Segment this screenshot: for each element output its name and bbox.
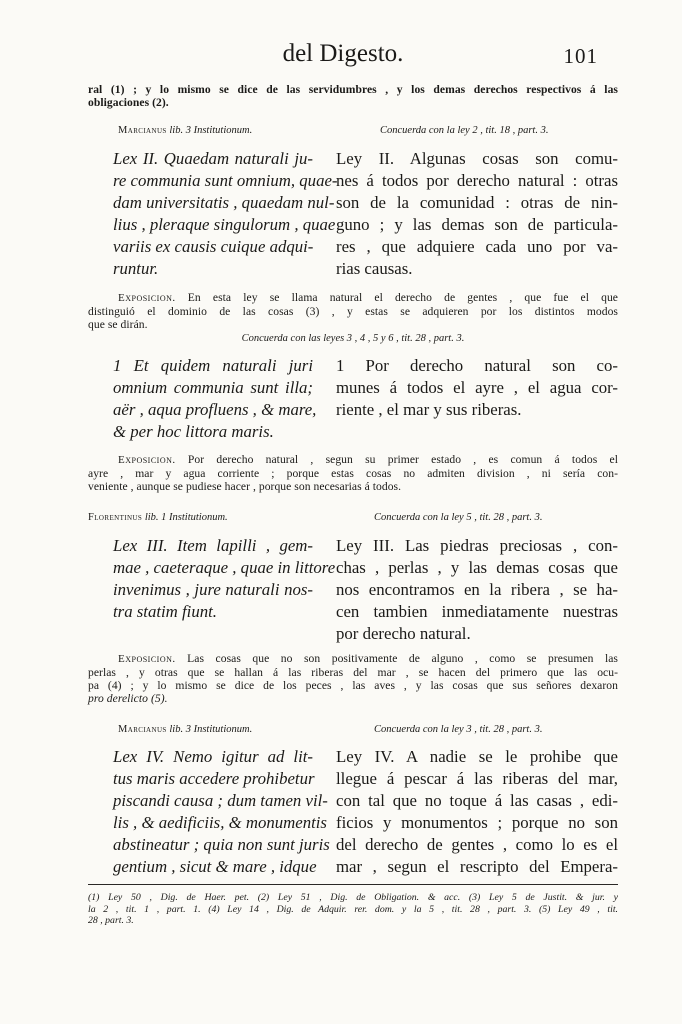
exposicion-paragraph [88, 453, 618, 493]
running-title: del Digesto. [282, 40, 404, 67]
latin-text-paragraph-1 [113, 355, 317, 443]
spanish-line: llegue á pescar á las riberas del mar, [336, 769, 618, 788]
concordance-citation: Concuerda con la ley 3 , tit. 28 , part. 3. [374, 724, 543, 735]
latin-line: omnium communia sunt illa; [113, 378, 313, 397]
intro-line: ral (1) ; y lo mismo se dice de las servidumbres , y los demas derechos respectivos á las [88, 83, 618, 96]
exposicion-line: En esta ley se llama natural el derecho de gentes , que fue el que [187, 291, 618, 304]
spanish-line: nes á todos por derecho natural : otras [336, 171, 618, 190]
citation-author: Marcianus lib. 3 Institutionum. [118, 724, 253, 735]
spanish-line: Ley II. Algunas cosas son comu- [336, 149, 618, 168]
exposicion-line: que se dirán. [88, 318, 148, 331]
spanish-line: riente , el mar y sus riberas. [336, 400, 522, 419]
exposicion-line: pro derelicto (5). [88, 692, 168, 705]
intro-line: obligaciones (2). [88, 96, 169, 109]
latin-line: tus maris accedere prohibetur [113, 769, 315, 788]
exposicion-label: Exposicion. [118, 292, 176, 304]
footnote-line: (1) Ley 50 , Dig. de Haer. pet. (2) Ley 51 , Dig. de Obligation. & acc. (3) Ley 5 de Justit. & jur. y [88, 892, 618, 903]
spanish-line: nos encontramos en la ribera , se ha- [336, 580, 618, 599]
latin-text-lex-4 [113, 746, 330, 878]
intro-paragraph [88, 83, 618, 109]
page-number: 101 [563, 44, 598, 68]
exposicion-paragraph [88, 652, 618, 705]
citation-row [88, 724, 618, 738]
spanish-line: ficios y monumentos ; porque no son [336, 813, 618, 832]
spanish-line: del derecho de gentes , como lo es el [336, 835, 618, 854]
citation-author: Florentinus lib. 1 Institutionum. [88, 512, 228, 523]
exposicion-paragraph [88, 291, 618, 331]
latin-line: tra statim fiunt. [113, 602, 217, 621]
spanish-line: rias causas. [336, 259, 413, 278]
exposicion-line: distinguió el dominio de las cosas (3) , y estas se adquieren por los distintos modos [88, 305, 618, 318]
latin-line: lis , & aedificiis, & monumentis [113, 813, 327, 832]
footnote-divider [88, 884, 618, 885]
spanish-line: res , que adquiere cada uno por va- [336, 237, 618, 256]
latin-line: re communia sunt omnium, quae- [113, 171, 338, 190]
latin-line: Lex II. Quaedam naturali ju- [113, 149, 313, 168]
spanish-line: munes á todos el ayre , el agua cor- [336, 378, 618, 397]
citation-row [88, 125, 618, 139]
exposicion-line: pa (4) ; y lo mismo se dice de los peces , las aves , y las cosas que sus señores dexaron [88, 679, 618, 692]
spanish-text-paragraph-1 [336, 355, 618, 421]
citation-row [88, 512, 618, 526]
concordance-citation: Concuerda con las leyes 3 , 4 , 5 y 6 , tit. 28 , part. 3. [241, 333, 465, 344]
citation-author: Marcianus lib. 3 Institutionum. [118, 125, 253, 136]
latin-line: mae , caeteraque , quae in littore [113, 558, 336, 577]
spanish-line: chas , perlas , y las demas cosas que [336, 558, 618, 577]
latin-line: Lex IV. Nemo igitur ad lit- [113, 747, 313, 766]
latin-line: abstineatur ; quia non sunt juris [113, 835, 330, 854]
latin-line: runtur. [113, 259, 159, 278]
exposicion-line: perlas , y otras que se hallan á las riberas del mar , se hacen del primero que las ocu- [88, 666, 618, 679]
footnote-line: 28 , part. 3. [88, 915, 134, 926]
latin-line: Lex III. Item lapilli , gem- [113, 536, 313, 555]
spanish-line: cen tambien inmediatamente nuestras [336, 602, 618, 621]
spanish-text-ley-3 [336, 535, 618, 645]
latin-line: piscandi causa ; dum tamen vil- [113, 791, 328, 810]
footnote-line: la 2 , tit. 1 , part. 1. (4) Ley 14 , Dig. de Adquir. rer. dom. y la 5 , tit. 28 , part. 3. (5) Ley 49 , tit. [88, 903, 618, 915]
latin-text-lex-3 [113, 535, 336, 623]
exposicion-line: ayre , mar y agua corriente ; porque estas cosas no admiten division , ni sería con- [88, 467, 618, 480]
exposicion-line: Las cosas que no son positivamente de alguno , como se presumen las [187, 652, 618, 665]
spanish-text-ley-2 [336, 148, 618, 280]
latin-line: invenimus , jure naturali nos- [113, 580, 313, 599]
page-header [88, 40, 598, 80]
spanish-line: 1 Por derecho natural son co- [336, 356, 618, 375]
latin-line: dam universitatis , quaedam nul- [113, 193, 335, 212]
latin-line: lius , pleraque singulorum , quae [113, 215, 336, 234]
latin-line: gentium , sicut & mare , idque [113, 857, 317, 876]
spanish-line: Ley IV. A nadie se le prohibe que [336, 747, 618, 766]
latin-line: variis ex causis cuique adqui- [113, 237, 314, 256]
spanish-line: por derecho natural. [336, 624, 471, 643]
spanish-text-ley-4 [336, 746, 618, 878]
spanish-line: Ley III. Las piedras preciosas , con- [336, 536, 618, 555]
latin-line: & per hoc littora maris. [113, 422, 274, 441]
latin-text-lex-2 [113, 148, 338, 280]
spanish-line: con tal que no toque á las casas , edi- [336, 791, 618, 810]
citation-row [88, 333, 618, 347]
exposicion-line: veniente , aunque se pudiese hacer , porque son necesarias á todos. [88, 480, 402, 493]
latin-line: aër , aqua profluens , & mare, [113, 400, 317, 419]
spanish-line: son de la comunidad : otras de nin- [336, 193, 618, 212]
spanish-line: guno ; y las demas son de particula- [336, 215, 618, 234]
spanish-line: mar , segun el rescripto del Empera- [336, 857, 618, 876]
footnotes [88, 892, 618, 927]
concordance-citation: Concuerda con la ley 2 , tit. 18 , part. 3. [380, 125, 549, 136]
latin-line: 1 Et quidem naturali juri [113, 356, 313, 375]
exposicion-line: Por derecho natural , segun su primer estado , es comun á todos el [187, 453, 618, 466]
exposicion-label: Exposicion. [118, 454, 176, 466]
concordance-citation: Concuerda con la ley 5 , tit. 28 , part. 3. [374, 512, 543, 523]
exposicion-label: Exposicion. [118, 653, 176, 665]
